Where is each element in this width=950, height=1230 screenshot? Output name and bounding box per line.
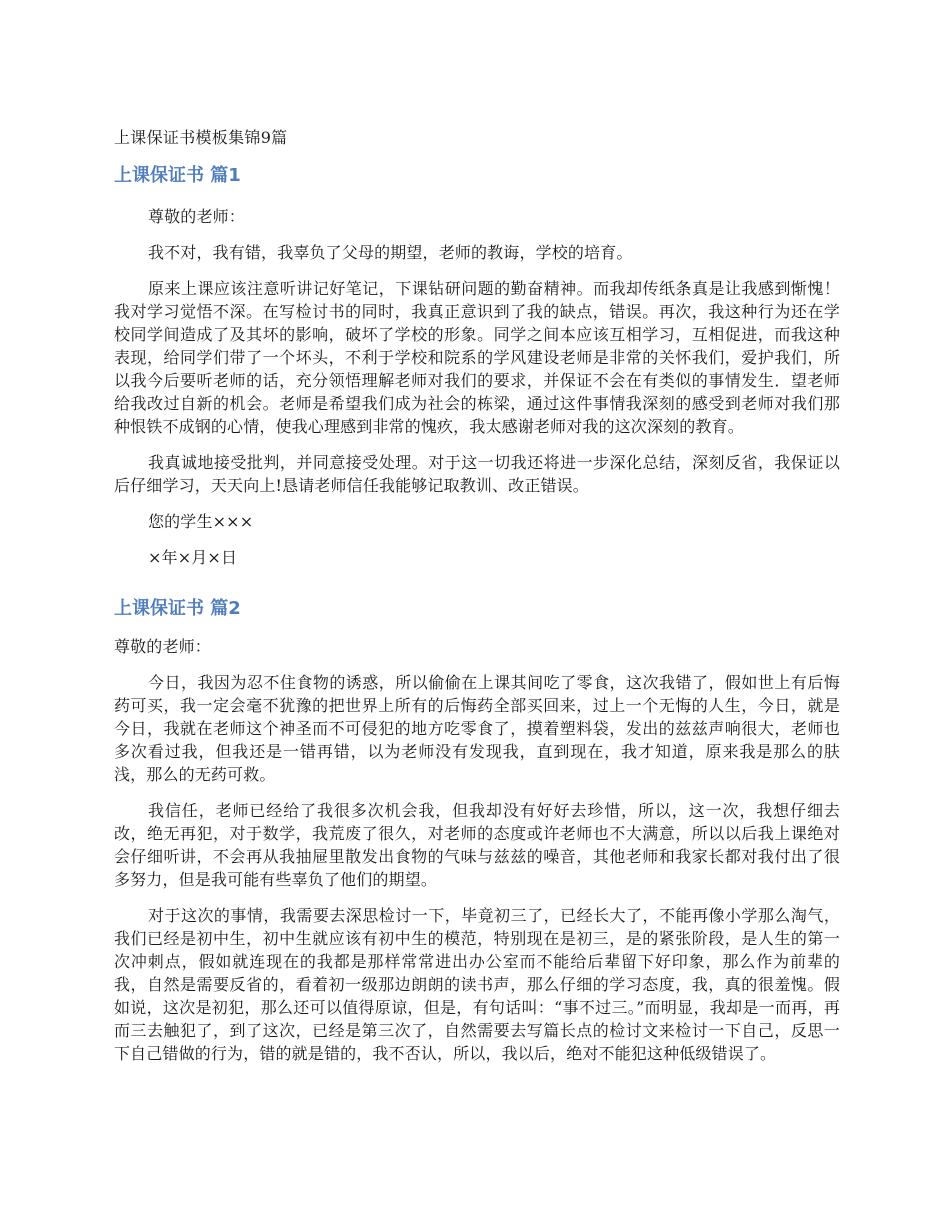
document-title: 上课保证书模板集锦9篇 (114, 128, 288, 147)
paragraph: 今日，我因为忍不住食物的诱惑，所以偷偷在上课其间吃了零食，这次我错了，假如世上有后悔药可买，我一定会毫不犹豫的把世界上所有的后悔药全部买回来，过上一个无悔的人生，今日，就是今日，我就在老师这个神圣而不可侵犯的地方吃零食了，摸着塑料袋，发出的兹兹声响很大，老师也多次看过我，但我还是一错再错，以为老师没有发现我，直到现在，我才知道，原来我是那么的肤浅，那么的无药可救。 (114, 673, 840, 784)
signature: 您的学生××× (148, 512, 254, 531)
salutation: 尊敬的老师： (148, 207, 245, 226)
date-line: ×年×月×日 (148, 548, 238, 567)
paragraph: 我信任，老师已经给了我很多次机会我，但我却没有好好去珍惜，所以，这一次，我想仔细去改，绝无再犯，对于数学，我荒废了很久，对老师的态度或许老师也不大满意，所以以后我上课绝对会仔细听讲，不会再从我抽屉里散发出食物的气味与兹兹的噪音，其他老师和我家长都对我付出了很多努力，但是我可能有些辜负了他们的期望。 (114, 801, 840, 889)
paragraph: 我真诚地接受批判，并同意接受处理。对于这一切我还将进一步深化总结，深刻反省，我保证以后仔细学习，天天向上!恳请老师信任我能够记取教训、改正错误。 (114, 453, 840, 495)
section-body-1 (114, 205, 840, 582)
salutation: 尊敬的老师： (114, 637, 211, 656)
paragraph: 我不对，我有错，我辜负了父母的期望，老师的教诲，学校的培育。 (148, 243, 633, 262)
paragraph: 对于这次的事情，我需要去深思检讨一下，毕竟初三了，已经长大了，不能再像小学那么淘气，我们已经是初中生，初中生就应该有初中生的模范，特别现在是初三，是的紧张阶段，是人生的第一次冲刺点，假如就连现在的我都是那样常常进出办公室而不能给后辈留下好印象，那么作为前辈的我，自然是需要反省的，看着初一级那边朗朗的读书声，那么仔细的学习态度，我，真的很羞愧。假如说，这次是初犯，那么还可以值得原谅，但是，有句话叫：“事不过三。”而明显，我却是一而再，再而三去触犯了，到了这次，已经是第三次了，自然需要去写篇长点的检讨文来检讨一下自己，反思一下自己错做的行为，错的就是错的，我不否认，所以，我以后，绝对不能犯这种低级错误了。 (114, 906, 840, 1063)
section-body-2 (114, 635, 840, 1078)
section-heading-1: 上课保证书 篇1 (114, 165, 241, 186)
section-heading-2: 上课保证书 篇2 (114, 598, 241, 619)
paragraph: 原来上课应该注意听讲记好笔记，下课钻研问题的勤奋精神。而我却传纸条真是让我感到惭愧！我对学习觉悟不深。在写检讨书的同时，我真正意识到了我的缺点，错误。再次，我这种行为还在学校同学间造成了及其坏的影响，破坏了学校的形象。同学之间本应该互相学习，互相促进，而我这种表现，给同学们带了一个坏头，不利于学校和院系的学风建设老师是非常的关怀我们，爱护我们，所以我今后要听老师的话，充分领悟理解老师对我们的要求，并保证不会在有类似的事情发生．望老师给我改过自新的机会。老师是希望我们成为社会的栋梁，通过这件事情我深刻的感受到老师对我们那种恨铁不成钢的心情，使我心理感到非常的愧疚，我太感谢老师对我的这次深刻的教育。 (114, 279, 840, 436)
